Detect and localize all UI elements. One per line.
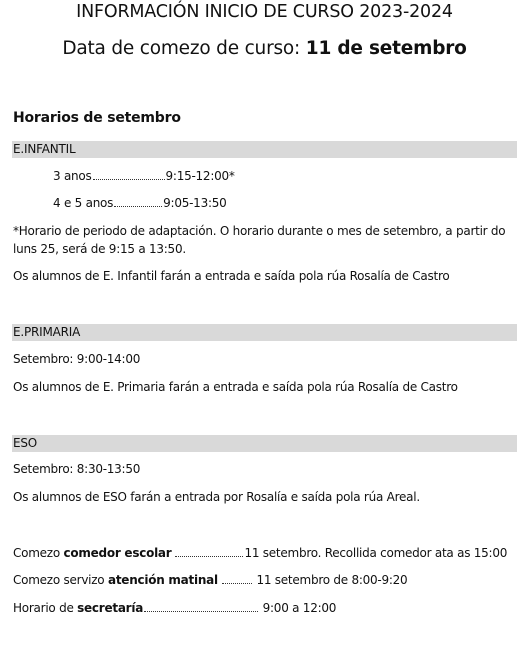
primaria-heading: E.PRIMARIA (13, 325, 81, 339)
infantil-schedule-row (53, 169, 235, 183)
section-title: Horarios de setembro (13, 110, 181, 126)
service-prefix: Comezo servizo (13, 573, 108, 587)
service-row-matinal (13, 573, 407, 587)
infantil-heading-bar (12, 141, 517, 158)
dot-leader (144, 611, 258, 612)
dot-leader (114, 206, 162, 207)
course-start-date: 11 de setembro (305, 38, 467, 59)
dot-leader (93, 179, 165, 180)
service-row-comedor (13, 546, 507, 560)
service-value: 11 setembro de 8:00-9:20 (252, 573, 408, 587)
eso-schedule: Setembro: 8:30-13:50 (13, 462, 141, 476)
schedule-time: 9:05-13:50 (163, 196, 227, 210)
eso-heading-bar (12, 435, 517, 452)
infantil-heading: E.INFANTIL (13, 142, 76, 156)
service-prefix: Comezo (13, 546, 64, 560)
schedule-label: 4 e 5 anos (53, 196, 114, 210)
course-start-line (0, 38, 529, 59)
service-value: 11 setembro. Recollida comedor ata as 15:00 (244, 546, 508, 560)
primaria-schedule: Setembro: 9:00-14:00 (13, 352, 141, 366)
infantil-note: *Horario de periodo de adaptación. O horario durante o mes de setembro, a partir do luns 25, será de 9:15 a 13:50. (13, 224, 506, 256)
document-title: INFORMACIÓN INICIO DE CURSO 2023-2024 (76, 2, 453, 22)
infantil-entrance: Os alumnos de E. Infantil farán a entrada e saída pola rúa Rosalía de Castro (13, 269, 450, 283)
infantil-schedule-row (53, 196, 227, 210)
service-name: secretaría (77, 601, 144, 615)
primaria-heading-bar (12, 324, 517, 341)
schedule-time: 9:15-12:00* (165, 169, 235, 183)
service-name: comedor escolar (63, 546, 172, 560)
service-name: atención matinal (107, 573, 218, 587)
eso-entrance: Os alumnos de ESO farán a entrada por Rosalía e saída pola rúa Areal. (13, 490, 420, 504)
primaria-entrance: Os alumnos de E. Primaria farán a entrada e saída pola rúa Rosalía de Castro (13, 380, 458, 394)
dot-leader (175, 556, 243, 557)
eso-heading: ESO (13, 436, 38, 450)
service-row-secretaria (13, 601, 336, 615)
schedule-label: 3 anos (53, 169, 92, 183)
service-value: 9:00 a 12:00 (259, 601, 337, 615)
dot-leader (222, 583, 252, 584)
service-prefix: Horario de (13, 601, 78, 615)
course-start-label: Data de comezo de curso: (62, 38, 306, 59)
